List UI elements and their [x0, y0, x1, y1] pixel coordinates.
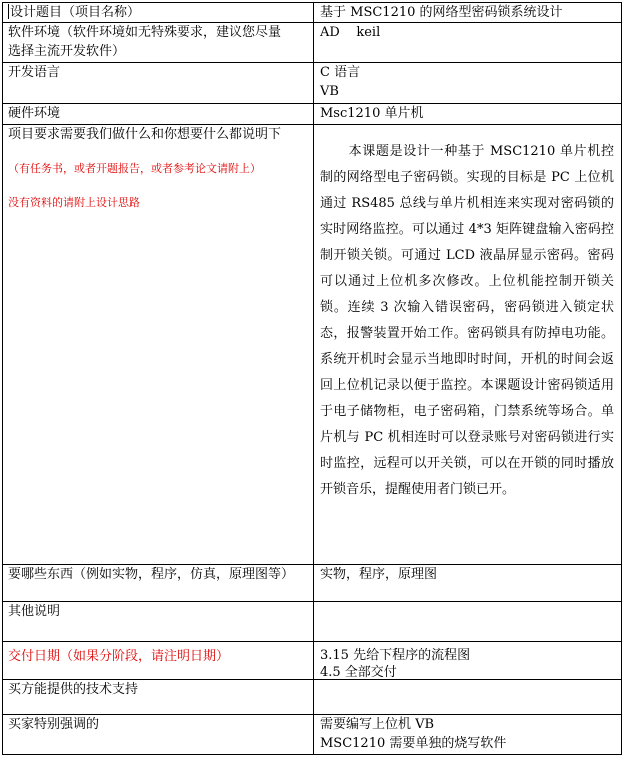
value-delivery-date: [314, 642, 622, 680]
value-buyer-emphasis: [314, 715, 622, 755]
row-hardware-env: [3, 104, 622, 125]
value-software-text: AD keil: [320, 25, 381, 40]
row-other-notes: [3, 602, 622, 642]
label-other-notes: 其他说明: [3, 602, 314, 642]
delivery-line-2: 4.5 全部交付: [320, 665, 397, 680]
value-language-line-1: C 语言: [320, 65, 361, 80]
row-design-title: [3, 3, 622, 23]
label-software-env: [3, 23, 314, 63]
note-attach-tasks: （有任务书，或者开题报告，或者参考论文请附上）: [8, 162, 261, 175]
value-language-line-2: VB: [320, 84, 339, 99]
delivery-line-1: 3.15 先给下程序的流程图: [320, 648, 471, 663]
row-tech-support: [3, 680, 622, 715]
project-description: 本课题是设计一种基于 MSC1210 单片机控制的网络型电子密码锁。实现的目标是 PC 上位机通过 RS485 总线与单片机相连来实现对密码锁的实时网络监控。可以通过 4*3 矩阵键盘输入密码控制开锁关锁。可通过 LCD 液晶屏显示密码。密码可以通过上位机多次修改。上位机能控制开锁关锁。连续 3 次输入错误密码，密码锁进入锁定状态，报警装置开始工作。密码锁具有防掉电功能。系统开机时会显示当地即时时间，开机的时间会返回上位机记录以便于监控。本课题设计密码锁适用于电子储物柜，电子密码箱，门禁系统等场合。单片机与 PC 机相连时可以登录账号对密码锁进行实时监控，远程可以开关锁，可以在开锁的同时播放开锁音乐，提醒使用者门锁已开。: [320, 144, 614, 497]
value-other-notes: [314, 602, 622, 642]
value-design-title: 基于 MSC1210 的网络型密码锁系统设计: [314, 3, 622, 23]
emphasis-line-2: MSC1210 需要单独的烧写软件: [320, 736, 507, 751]
label-requirements-text: 项目要求需要我们做什么和你想要什么都说明下: [8, 127, 282, 142]
value-hardware-env: Msc1210 单片机: [314, 104, 622, 125]
row-delivery-date: [3, 642, 622, 680]
label-deliverables: 要哪些东西（例如实物，程序，仿真，原理图等）: [3, 565, 314, 602]
value-deliverables: 实物，程序，原理图: [314, 565, 622, 602]
label-requirements: [3, 125, 314, 565]
row-deliverables: [3, 565, 622, 602]
label-design-title: 设计题目（项目名称）: [3, 3, 314, 23]
label-software-line-2: 选择主流开发软件）: [8, 44, 126, 59]
label-dev-language: 开发语言: [3, 63, 314, 104]
row-software-env: [3, 23, 622, 63]
requirements-form-table: [2, 2, 622, 755]
label-hardware-env: 硬件环境: [3, 104, 314, 125]
label-delivery-date: 交付日期（如果分阶段，请注明日期）: [3, 642, 314, 680]
text-cursor: [8, 4, 9, 19]
value-requirements: [314, 125, 622, 565]
row-requirements: [3, 125, 622, 565]
label-buyer-emphasis: 买家特别强调的: [3, 715, 314, 755]
emphasis-line-1: 需要编写上位机 VB: [320, 717, 435, 732]
label-software-line-1: 软件环境（软件环境如无特殊要求，建议您尽量: [8, 25, 282, 40]
row-buyer-emphasis: [3, 715, 622, 755]
value-dev-language: [314, 63, 622, 104]
note-no-material: 没有资料的请附上设计思路: [8, 196, 140, 209]
row-dev-language: [3, 63, 622, 104]
value-tech-support: [314, 680, 622, 715]
value-software-env: [314, 23, 622, 63]
label-tech-support: 买方能提供的技术支持: [3, 680, 314, 715]
